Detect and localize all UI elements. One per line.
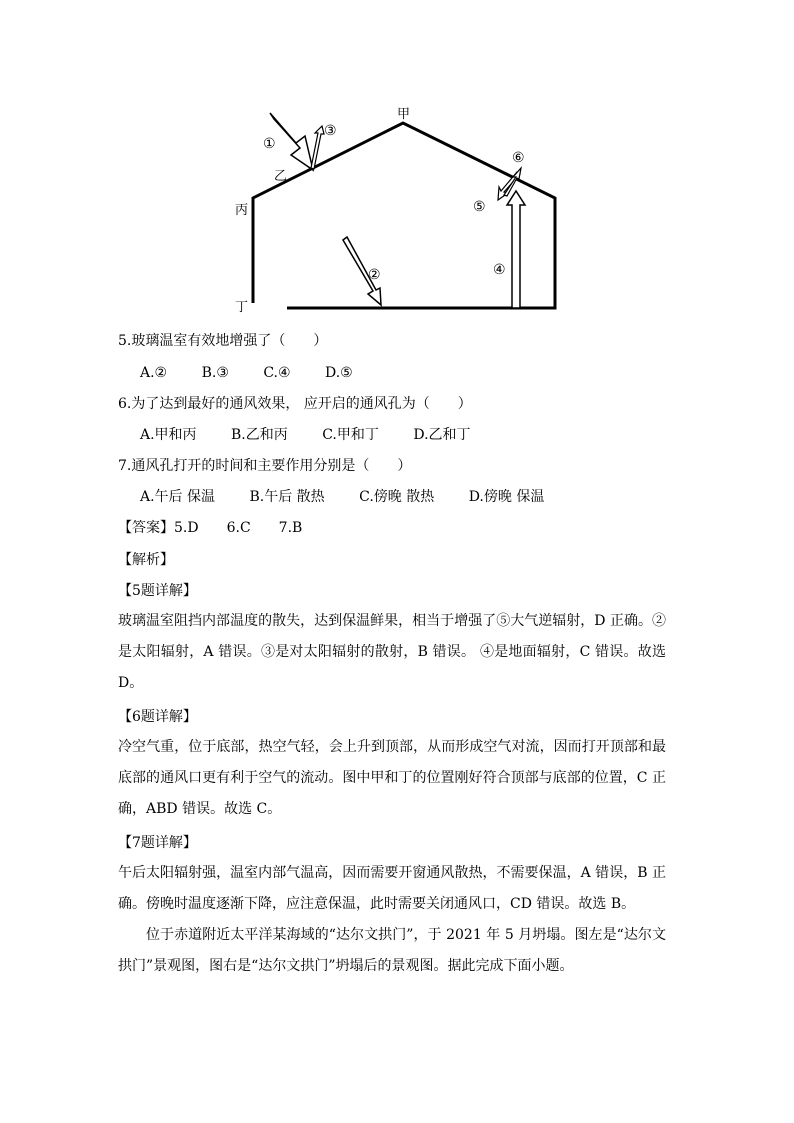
answer-line: [118, 518, 302, 538]
label-yi: 乙: [274, 169, 288, 184]
detail-6-text: 冷空气重，位于底部，热空气轻，会上升到顶部，从而形成空气对流，因而打开顶部和最底部的通风口更有利于空气的流动。图中甲和丁的位置刚好符合顶部与底部的位置，C 正确，ABD 错误。故选 C。: [118, 739, 666, 817]
label-n1: ①: [263, 136, 276, 152]
option: B.③: [201, 365, 229, 381]
option: A.甲和丙: [140, 427, 197, 443]
arrow-4: [507, 191, 525, 308]
option: C.傍晚 散热: [359, 489, 435, 505]
greenhouse-svg: [225, 100, 570, 318]
next-intro: 位于赤道附近太平洋某海域的“达尔文拱门”，于 2021 年 5 月坍塌。图左是“达尔文拱门”景观图，图右是“达尔文拱门”坍塌后的景观图。据此完成下面小题。: [118, 927, 666, 974]
option: A.②: [140, 365, 168, 381]
label-n6: ⑥: [512, 150, 525, 166]
label-bing: 丙: [235, 203, 249, 218]
option: B.午后 散热: [249, 489, 325, 505]
detail-5-title: 【5题详解】: [118, 583, 197, 599]
label-ding: 丁: [235, 300, 249, 315]
option: A.午后 保温: [140, 489, 216, 505]
question-6-options: [140, 425, 501, 445]
arrow-1: [270, 113, 313, 170]
answer-item: 7.B: [278, 520, 303, 536]
option: C.④: [263, 365, 291, 381]
label-n3: ③: [324, 123, 337, 139]
option: D.⑤: [325, 365, 353, 381]
option: D.傍晚 保温: [468, 489, 545, 505]
greenhouse-diagram: [225, 100, 570, 318]
label-n5: ⑤: [473, 199, 486, 215]
answer-item: 5.D: [174, 520, 199, 536]
answer-item: 6.C: [226, 520, 251, 536]
label-n4: ④: [493, 262, 506, 278]
question-7-options: [140, 487, 574, 507]
arrow-6: [504, 168, 521, 196]
detail-7-title: 【7题详解】: [118, 835, 197, 851]
option: D.乙和丁: [413, 427, 471, 443]
detail-6-title: 【6题详解】: [118, 709, 197, 725]
answer-label: 【答案】: [118, 520, 174, 536]
question-6-stem: 6.为了达到最好的通风效果， 应开启的通风孔为（ ）: [118, 396, 472, 412]
question-5-options: [140, 363, 383, 383]
question-5-stem: 5.玻璃温室有效地增强了（ ）: [118, 333, 328, 349]
label-n2: ②: [368, 267, 381, 283]
detail-5-text: 玻璃温室阻挡内部温度的散失，达到保温鲜果，相当于增强了⑤大气逆辐射，D 正确。②是太阳辐射，A 错误。③是对太阳辐射的散射，B 错误。 ④是地面辐射，C 错误。故选D。: [118, 613, 666, 691]
analysis-label: 【解析】: [118, 552, 174, 568]
option: C.甲和丁: [322, 427, 379, 443]
option: B.乙和丙: [231, 427, 288, 443]
question-7-stem: 7.通风孔打开的时间和主要作用分别是（ ）: [118, 458, 412, 474]
label-jia: 甲: [397, 107, 411, 122]
detail-7-text: 午后太阳辐射强，温室内部气温高，因而需要开窗通风散热，不需要保温，A 错误，B 正确。傍晚时温度逐渐下降，应注意保温，此时需要关闭通风口，CD 错误。故选 B。: [118, 865, 666, 912]
